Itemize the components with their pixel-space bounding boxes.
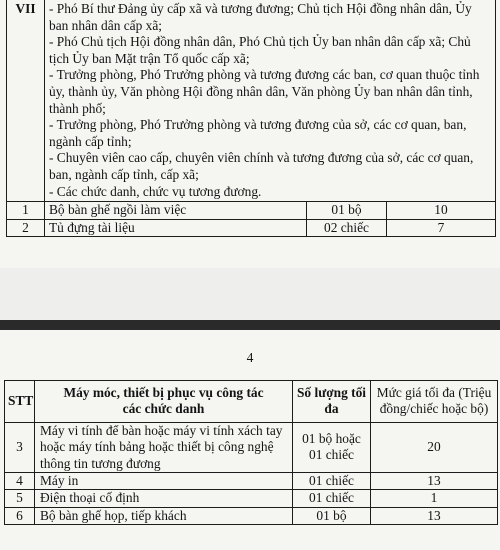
group-row (7, 0, 496, 202)
row-stt: 6 (5, 507, 35, 524)
table-row (7, 202, 496, 220)
row-qty: 01 chiếc (293, 473, 371, 490)
group-number: VII (7, 0, 45, 202)
row-stt: 3 (5, 422, 35, 472)
header-price (371, 381, 498, 423)
table-row (5, 507, 498, 524)
title-line: - Phó Chủ tịch Hội đồng nhân dân, Phó Chủ tịch Ủy ban nhân dân cấp xã; Chủ tịch Ủy ban Mặt trận Tổ quốc cấp xã; (49, 34, 471, 66)
top-page (0, 0, 500, 268)
row-price: 20 (371, 422, 498, 472)
row-item: Máy vi tính để bàn hoặc máy vi tính xách tay hoặc máy tính bảng hoặc thiết bị công nghệ thông tin tương đương (35, 422, 293, 472)
header-row (5, 381, 498, 423)
title-line: - Chuyên viên cao cấp, chuyên viên chính và tương đương của sở, các cơ quan, ban, ngành cấp tỉnh, cấp xã; (49, 150, 474, 182)
row-price: 1 (371, 490, 498, 507)
title-line: - Phó Bí thư Đảng ủy cấp xã và tương đương; Chủ tịch Hội đồng nhân dân, Ủy ban nhân dân cấp xã; (49, 1, 472, 33)
row-item: Bộ bàn ghế họp, tiếp khách (35, 507, 293, 524)
row-qty: 01 bộ hoặc 01 chiếc (293, 422, 371, 472)
header-qty: Số lượng tối đa (293, 381, 371, 423)
equipment-table (4, 380, 498, 525)
page-gap (0, 268, 500, 324)
table-row (5, 422, 498, 472)
table-row (5, 490, 498, 507)
row-stt: 2 (7, 219, 45, 237)
row-stt: 4 (5, 473, 35, 490)
row-stt: 5 (5, 490, 35, 507)
table-row (7, 219, 496, 237)
row-price: 13 (371, 507, 498, 524)
table-row (5, 473, 498, 490)
row-qty: 01 bộ (293, 507, 371, 524)
group-titles (45, 0, 496, 202)
equipment-table-continued (6, 0, 496, 237)
row-price: 7 (387, 219, 496, 237)
row-item: Bộ bàn ghế ngồi làm việc (45, 202, 307, 220)
title-line: - Trưởng phòng, Phó Trưởng phòng và tương đương các ban, cơ quan thuộc tỉnh ủy, thành ủy, Văn phòng Hội đồng nhân dân, Văn phòng Ủy ban nhân dân tỉnh, thành phố; (49, 67, 480, 116)
page-divider (0, 320, 500, 330)
title-line: - Trưởng phòng, Phó Trưởng phòng và tương đương của sở, các cơ quan, ban, ngành cấp tỉnh; (49, 117, 467, 149)
row-item: Tủ đựng tài liệu (45, 219, 307, 237)
row-stt: 1 (7, 202, 45, 220)
row-price: 10 (387, 202, 496, 220)
row-qty: 01 chiếc (293, 490, 371, 507)
row-item: Điện thoại cố định (35, 490, 293, 507)
row-item: Máy in (35, 473, 293, 490)
row-qty: 01 bộ (307, 202, 387, 220)
page-number: 4 (246, 350, 254, 365)
header-price-label: Mức giá tối đa (Triệu đồng/chiếc hoặc bộ) (376, 385, 492, 417)
title-line: - Các chức danh, chức vụ tương đương. (49, 183, 262, 199)
header-stt: STT (5, 381, 35, 423)
row-qty: 02 chiếc (307, 219, 387, 237)
row-price: 13 (371, 473, 498, 490)
header-item: Máy móc, thiết bị phục vụ công tác các chức danh (35, 381, 293, 423)
